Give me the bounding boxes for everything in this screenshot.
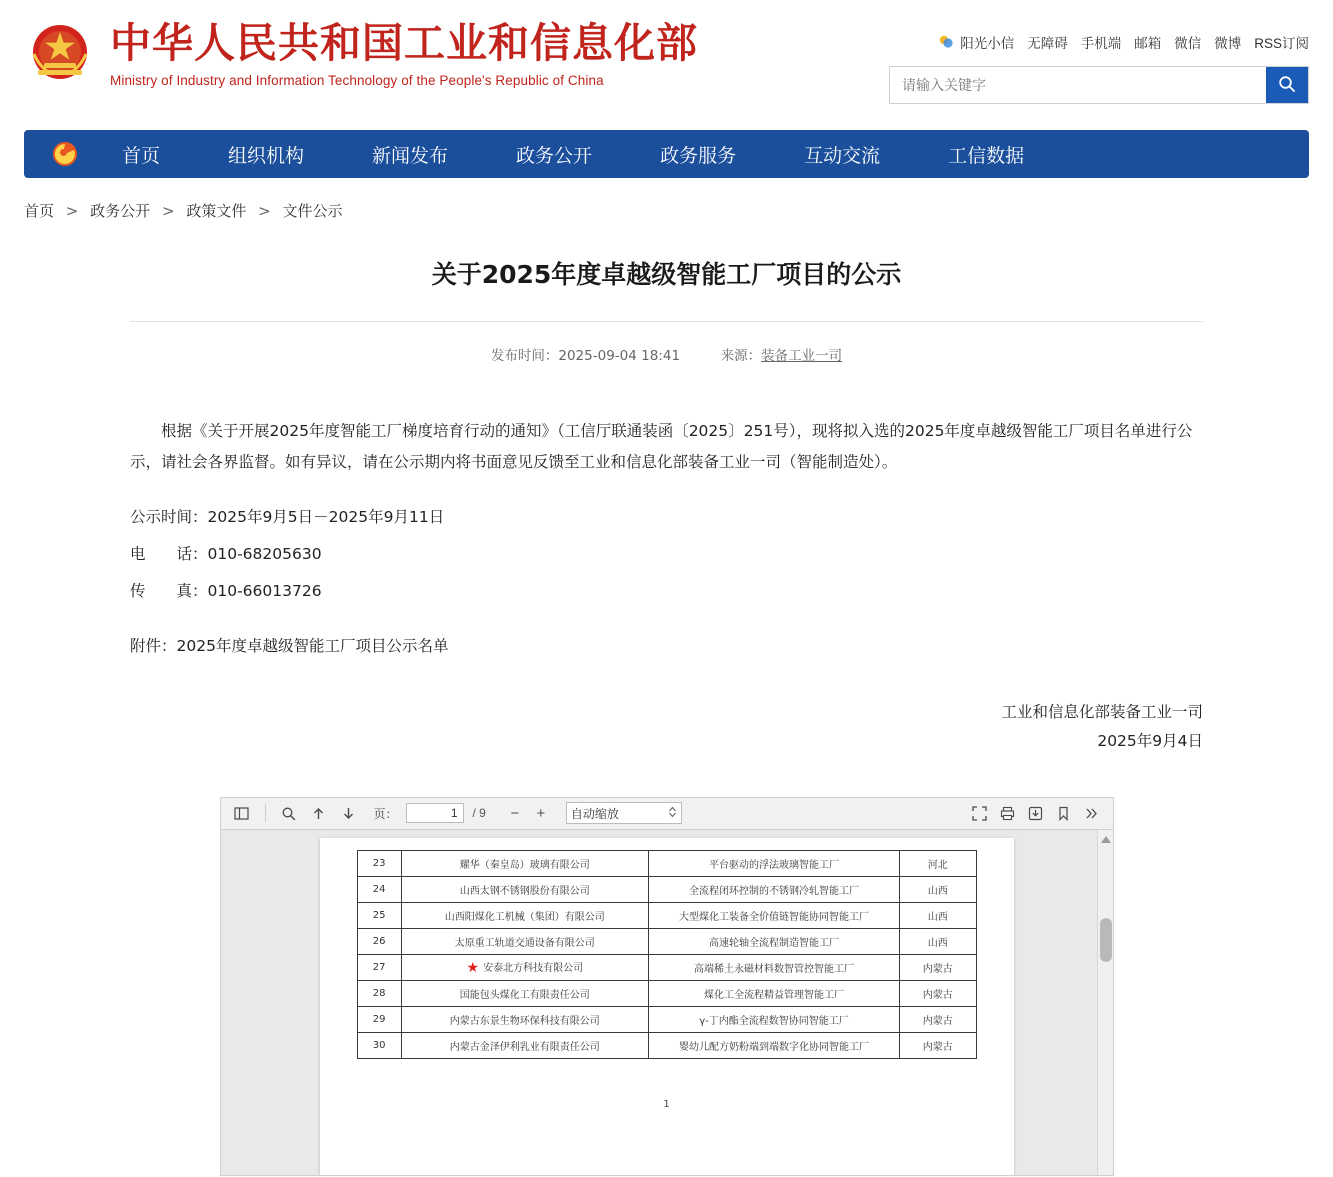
source-label: 来源： (720, 348, 762, 364)
table-row (357, 1032, 976, 1058)
next-page-icon[interactable] (336, 801, 362, 825)
pdf-toolbar (221, 798, 1113, 830)
row-region: 内蒙古 (900, 1032, 976, 1058)
table-row (357, 902, 976, 928)
brand-title-cn: 中华人民共和国工业和信息化部 (110, 19, 698, 67)
contact-phone: 电 话：010-68205630 (130, 545, 322, 563)
publish-time-label: 发布时间： (490, 348, 559, 364)
more-tools-icon[interactable] (1079, 801, 1105, 825)
attachment-line: 附件：2025年度卓越级智能工厂项目公示名单 (130, 637, 449, 655)
zoom-level-select[interactable] (566, 802, 682, 824)
article-body (130, 416, 1203, 662)
zoom-controls (504, 802, 552, 824)
national-emblem-icon (24, 18, 96, 90)
page-total-label: / 9 (472, 806, 486, 821)
top-link-label[interactable]: 阳光小信 (960, 36, 1015, 51)
pdf-page-footer-number: 1 (663, 1098, 670, 1110)
page-title: 关于2025年度卓越级智能工厂项目的公示 (431, 260, 902, 289)
row-project: 高速轮轴全流程制造智能工厂 (648, 928, 899, 954)
page-number-input[interactable] (406, 803, 464, 823)
row-no: 24 (357, 876, 401, 902)
nav-item-data[interactable]: 工信数据 (948, 144, 1025, 167)
top-link-mail[interactable]: 邮箱 (1134, 36, 1162, 51)
row-company-label: 安泰北方科技有限公司 (483, 962, 584, 974)
search-icon (1278, 75, 1296, 96)
top-link-weibo[interactable]: 微博 (1214, 36, 1242, 51)
article-meta (130, 321, 1203, 364)
header-right (889, 14, 1309, 104)
row-no: 29 (357, 1006, 401, 1032)
row-project: 高端稀土永磁材料数智管控智能工厂 (648, 954, 899, 980)
brand-title-en: Ministry of Industry and Information Technology of the People's Republic of China (110, 73, 604, 89)
breadcrumb-separator: > (161, 202, 175, 220)
bookmark-icon[interactable] (1051, 801, 1077, 825)
row-company: 耀华（秦皇岛）玻璃有限公司 (401, 850, 648, 876)
table-row (357, 1006, 976, 1032)
notice-period: 公示时间：2025年9月5日－2025年9月11日 (130, 508, 445, 526)
row-company: 山西阳煤化工机械（集团）有限公司 (401, 902, 648, 928)
breadcrumb-separator: > (258, 202, 271, 220)
contact-fax: 传 真：010-66013726 (130, 582, 322, 600)
signature-date: 2025年9月4日 (1097, 732, 1203, 751)
table-row (357, 850, 976, 876)
pdf-page (320, 838, 1014, 1175)
page-number-label: 页： (373, 806, 398, 821)
row-project: 平台驱动的浮法玻璃智能工厂 (648, 850, 899, 876)
breadcrumb-item-document-notice[interactable]: 文件公示 (282, 202, 343, 220)
factory-list-body (357, 850, 976, 1058)
nav-item-government-affairs[interactable]: 政务公开 (516, 144, 593, 167)
table-row (357, 876, 976, 902)
row-region: 内蒙古 (900, 980, 976, 1006)
download-icon[interactable] (1023, 801, 1049, 825)
row-no: 28 (357, 980, 401, 1006)
sun-icon (937, 33, 955, 51)
row-no: 30 (357, 1032, 401, 1058)
top-link-sunshine[interactable] (937, 32, 1014, 52)
nav-item-organization[interactable]: 组织机构 (228, 144, 305, 167)
nav-item-interaction[interactable]: 互动交流 (804, 144, 881, 167)
site-header (0, 0, 1333, 120)
scrollbar-thumb[interactable] (1100, 918, 1112, 962)
pdf-scrollbar[interactable] (1097, 830, 1113, 1175)
signature-organization: 工业和信息化部装备工业一司 (1001, 703, 1203, 721)
zoom-in-icon[interactable]: + (536, 804, 546, 822)
main-nav (24, 130, 1309, 178)
top-link-wechat[interactable]: 微信 (1174, 36, 1202, 51)
chevron-updown-icon (668, 805, 677, 822)
search-input[interactable] (890, 67, 1266, 103)
publish-time-value: 2025-09-04 18:41 (558, 348, 681, 364)
row-no: 25 (357, 902, 401, 928)
row-region: 山西 (900, 928, 976, 954)
article (130, 221, 1203, 757)
breadcrumb-item-home[interactable]: 首页 (24, 202, 55, 220)
row-project: 婴幼儿配方奶粉端到端数字化协同智能工厂 (648, 1032, 899, 1058)
zoom-out-icon[interactable]: − (510, 804, 520, 822)
row-project: 全流程闭环控制的不锈钢冷轧智能工厂 (648, 876, 899, 902)
top-link-accessibility[interactable]: 无障碍 (1027, 36, 1068, 51)
zoom-level-value: 自动缩放 (570, 806, 619, 821)
breadcrumb-item-policy-documents[interactable]: 政策文件 (186, 202, 247, 220)
nav-item-government-services[interactable]: 政务服务 (660, 144, 737, 167)
row-company: 太原重工轨道交通设备有限公司 (401, 928, 648, 954)
top-link-rss[interactable]: RSS订阅 (1254, 36, 1309, 51)
table-row (357, 928, 976, 954)
row-no: 26 (357, 928, 401, 954)
table-row (357, 980, 976, 1006)
row-region: 山西 (900, 876, 976, 902)
source-link[interactable]: 装备工业一司 (761, 348, 843, 364)
row-company: 内蒙古金泽伊利乳业有限责任公司 (401, 1032, 648, 1058)
top-links (889, 32, 1309, 52)
presentation-fullscreen-icon[interactable] (967, 801, 993, 825)
row-company (401, 954, 648, 980)
top-link-mobile[interactable]: 手机端 (1080, 36, 1122, 51)
factory-list-table (357, 850, 977, 1059)
pdf-toolbar-right (967, 801, 1105, 825)
article-paragraph-1: 根据《关于开展2025年度智能工厂梯度培育行动的通知》（工信厅联通装函〔2025〕251号），现将拟入选的2025年度卓越级智能工厂项目名单进行公示，请社会各界监督。如有异议，请在公示期内将书面意见反馈至工业和信息化部装备工业一司（智能制造处）。 (130, 422, 1193, 471)
miit-logo-icon (42, 139, 88, 169)
table-row-highlighted (357, 954, 976, 980)
breadcrumb (24, 200, 1309, 221)
search-bar (889, 66, 1309, 104)
row-region: 山西 (900, 902, 976, 928)
row-project: 大型煤化工装备全价值链智能协同智能工厂 (648, 902, 899, 928)
scroll-up-arrow-icon[interactable] (1101, 836, 1111, 843)
row-no: 23 (357, 850, 401, 876)
pdf-viewer (220, 797, 1114, 1176)
row-company: 国能包头煤化工有限责任公司 (401, 980, 648, 1006)
row-region: 河北 (900, 850, 976, 876)
star-marker-icon: ★ (466, 959, 480, 976)
site-brand (110, 14, 698, 88)
print-icon[interactable] (995, 801, 1021, 825)
row-project: 煤化工全流程精益管理智能工厂 (648, 980, 899, 1006)
row-company: 内蒙古东景生物环保科技有限公司 (401, 1006, 648, 1032)
nav-item-home[interactable]: 首页 (122, 144, 161, 167)
row-company: 山西太钢不锈钢股份有限公司 (401, 876, 648, 902)
find-search-icon[interactable] (276, 801, 302, 825)
row-region: 内蒙古 (900, 1006, 976, 1032)
row-project: γ-丁内酯全流程数智协同智能工厂 (648, 1006, 899, 1032)
pdf-canvas-area[interactable] (221, 830, 1113, 1175)
row-region: 内蒙古 (900, 954, 976, 980)
row-no: 27 (357, 954, 401, 980)
search-button[interactable] (1266, 67, 1308, 103)
nav-item-news[interactable]: 新闻发布 (372, 144, 449, 167)
previous-page-icon[interactable] (306, 801, 332, 825)
sidebar-toggle-icon[interactable] (229, 801, 255, 825)
breadcrumb-separator: > (65, 202, 79, 220)
breadcrumb-item-government-affairs[interactable]: 政务公开 (90, 202, 151, 220)
article-signature (130, 698, 1203, 757)
